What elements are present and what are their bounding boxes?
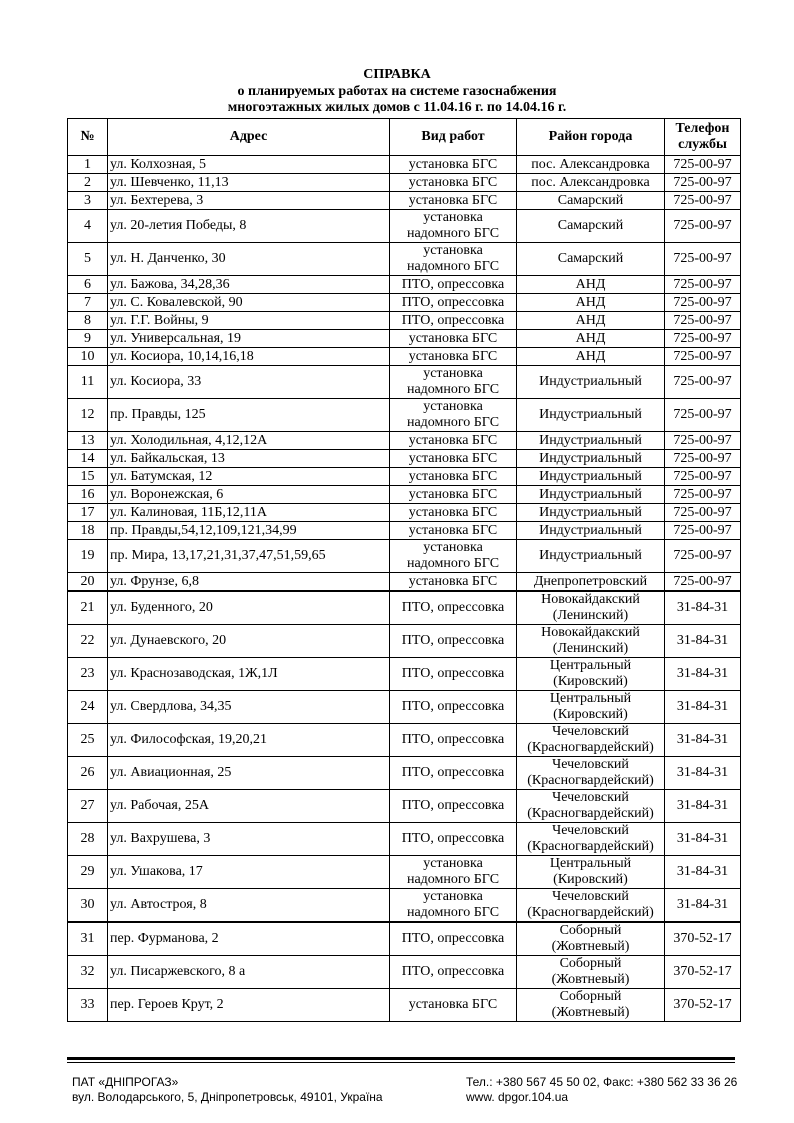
district-cell: АНД <box>517 348 665 366</box>
address-cell: пр. Правды,54,12,109,121,34,99 <box>108 522 390 540</box>
table-row <box>68 192 741 210</box>
table-row <box>68 210 741 243</box>
address-cell: ул. Байкальская, 13 <box>108 450 390 468</box>
work-type-cell: установка БГС <box>390 156 517 174</box>
row-number-cell: 7 <box>68 294 108 312</box>
district-cell: Индустриальный <box>517 504 665 522</box>
phone-cell: 725-00-97 <box>665 573 741 592</box>
row-number-cell: 20 <box>68 573 108 592</box>
phone-cell: 725-00-97 <box>665 156 741 174</box>
district-cell: Самарский <box>517 210 665 243</box>
address-cell: ул. Авиационная, 25 <box>108 757 390 790</box>
row-number-cell: 26 <box>68 757 108 790</box>
work-type-cell: ПТО, опрессовка <box>390 691 517 724</box>
table-row <box>68 989 741 1022</box>
row-number-cell: 25 <box>68 724 108 757</box>
address-cell: ул. Колхозная, 5 <box>108 156 390 174</box>
district-cell: пос. Александровка <box>517 156 665 174</box>
phone-cell: 725-00-97 <box>665 243 741 276</box>
row-number-cell: 9 <box>68 330 108 348</box>
district-cell: АНД <box>517 294 665 312</box>
work-type-cell: установка надомного БГС <box>390 210 517 243</box>
district-cell: АНД <box>517 276 665 294</box>
address-cell: ул. Краснозаводская, 1Ж,1Л <box>108 658 390 691</box>
table-body <box>68 156 741 1022</box>
footer-phones: Тел.: +380 567 45 50 02, Факс: +380 562 33 36 26 <box>466 1075 738 1089</box>
work-type-cell: установка БГС <box>390 468 517 486</box>
district-cell: Новокайдакский (Ленинский) <box>517 591 665 625</box>
district-cell: Соборный (Жовтневый) <box>517 922 665 956</box>
phone-cell: 31-84-31 <box>665 658 741 691</box>
document-subtitle-line1: о планируемых работах на системе газоснабжения <box>237 84 557 99</box>
table-row <box>68 486 741 504</box>
phone-cell: 725-00-97 <box>665 330 741 348</box>
table-row <box>68 468 741 486</box>
address-cell: ул. Рабочая, 25А <box>108 790 390 823</box>
work-type-cell: ПТО, опрессовка <box>390 724 517 757</box>
work-type-cell: установка БГС <box>390 504 517 522</box>
district-cell: АНД <box>517 312 665 330</box>
phone-cell: 725-00-97 <box>665 174 741 192</box>
work-type-cell: установка БГС <box>390 192 517 210</box>
phone-cell: 31-84-31 <box>665 790 741 823</box>
row-number-cell: 8 <box>68 312 108 330</box>
phone-cell: 725-00-97 <box>665 294 741 312</box>
work-type-cell: установка БГС <box>390 330 517 348</box>
phone-cell: 725-00-97 <box>665 504 741 522</box>
table-row <box>68 243 741 276</box>
phone-cell: 31-84-31 <box>665 591 741 625</box>
address-cell: пер. Героев Крут, 2 <box>108 989 390 1022</box>
table-row <box>68 540 741 573</box>
phone-cell: 31-84-31 <box>665 856 741 889</box>
row-number-cell: 33 <box>68 989 108 1022</box>
address-cell: ул. Буденного, 20 <box>108 591 390 625</box>
address-cell: ул. Косиора, 10,14,16,18 <box>108 348 390 366</box>
phone-cell: 725-00-97 <box>665 522 741 540</box>
table-row <box>68 757 741 790</box>
table-row <box>68 156 741 174</box>
work-type-cell: установка БГС <box>390 522 517 540</box>
row-number-cell: 11 <box>68 366 108 399</box>
phone-cell: 725-00-97 <box>665 432 741 450</box>
address-cell: ул. Автостроя, 8 <box>108 889 390 923</box>
phone-cell: 725-00-97 <box>665 192 741 210</box>
row-number-cell: 19 <box>68 540 108 573</box>
phone-cell: 31-84-31 <box>665 625 741 658</box>
table-row <box>68 956 741 989</box>
phone-cell: 725-00-97 <box>665 312 741 330</box>
row-number-cell: 28 <box>68 823 108 856</box>
table-row <box>68 856 741 889</box>
phone-cell: 725-00-97 <box>665 540 741 573</box>
phone-cell: 725-00-97 <box>665 210 741 243</box>
table-row <box>68 691 741 724</box>
table-row <box>68 294 741 312</box>
work-type-cell: ПТО, опрессовка <box>390 956 517 989</box>
phone-cell: 725-00-97 <box>665 486 741 504</box>
district-cell: пос. Александровка <box>517 174 665 192</box>
row-number-cell: 13 <box>68 432 108 450</box>
phone-cell: 725-00-97 <box>665 348 741 366</box>
district-cell: Центральный (Кировский) <box>517 856 665 889</box>
district-cell: АНД <box>517 330 665 348</box>
address-cell: ул. Фрунзе, 6,8 <box>108 573 390 592</box>
phone-cell: 725-00-97 <box>665 276 741 294</box>
work-type-cell: ПТО, опрессовка <box>390 276 517 294</box>
work-type-cell: установка БГС <box>390 450 517 468</box>
address-cell: ул. Воронежская, 6 <box>108 486 390 504</box>
district-cell: Чечеловский (Красногвардейский) <box>517 790 665 823</box>
phone-cell: 725-00-97 <box>665 366 741 399</box>
row-number-cell: 1 <box>68 156 108 174</box>
phone-cell: 370-52-17 <box>665 989 741 1022</box>
address-cell: ул. С. Ковалевской, 90 <box>108 294 390 312</box>
address-cell: ул. Калиновая, 11Б,12,11А <box>108 504 390 522</box>
district-cell: Индустриальный <box>517 366 665 399</box>
phone-cell: 31-84-31 <box>665 724 741 757</box>
address-cell: ул. Бажова, 34,28,36 <box>108 276 390 294</box>
work-type-cell: ПТО, опрессовка <box>390 922 517 956</box>
phone-cell: 31-84-31 <box>665 757 741 790</box>
district-cell: Индустриальный <box>517 468 665 486</box>
row-number-cell: 14 <box>68 450 108 468</box>
table-row <box>68 366 741 399</box>
header-number: № <box>68 119 108 156</box>
header-district: Район города <box>517 119 665 156</box>
address-cell: ул. Вахрушева, 3 <box>108 823 390 856</box>
address-cell: ул. Бехтерева, 3 <box>108 192 390 210</box>
footer-divider-thin <box>67 1062 735 1063</box>
table-row <box>68 790 741 823</box>
row-number-cell: 16 <box>68 486 108 504</box>
header-phone: Телефон службы <box>665 119 741 156</box>
phone-cell: 725-00-97 <box>665 468 741 486</box>
district-cell: Новокайдакский (Ленинский) <box>517 625 665 658</box>
address-cell: ул. Косиора, 33 <box>108 366 390 399</box>
row-number-cell: 30 <box>68 889 108 923</box>
work-type-cell: установка БГС <box>390 573 517 592</box>
district-cell: Индустриальный <box>517 522 665 540</box>
district-cell: Чечеловский (Красногвардейский) <box>517 889 665 923</box>
phone-cell: 31-84-31 <box>665 823 741 856</box>
table-row <box>68 724 741 757</box>
row-number-cell: 22 <box>68 625 108 658</box>
phone-cell: 725-00-97 <box>665 399 741 432</box>
table-row <box>68 591 741 625</box>
document-subtitle-line2: многоэтажных жилых домов с 11.04.16 г. по 14.04.16 г. <box>227 100 567 115</box>
district-cell: Самарский <box>517 192 665 210</box>
table-row <box>68 889 741 923</box>
header-work-type: Вид работ <box>390 119 517 156</box>
address-cell: ул. Холодильная, 4,12,12А <box>108 432 390 450</box>
footer-divider-thick <box>67 1057 735 1060</box>
table-row <box>68 522 741 540</box>
work-type-cell: установка БГС <box>390 989 517 1022</box>
work-type-cell: установка БГС <box>390 174 517 192</box>
table-row <box>68 312 741 330</box>
row-number-cell: 24 <box>68 691 108 724</box>
address-cell: ул. Универсальная, 19 <box>108 330 390 348</box>
row-number-cell: 6 <box>68 276 108 294</box>
table-row <box>68 450 741 468</box>
work-type-cell: ПТО, опрессовка <box>390 658 517 691</box>
district-cell: Соборный (Жовтневый) <box>517 956 665 989</box>
table-row <box>68 658 741 691</box>
row-number-cell: 18 <box>68 522 108 540</box>
district-cell: Днепропетровский <box>517 573 665 592</box>
row-number-cell: 21 <box>68 591 108 625</box>
address-cell: пр. Правды, 125 <box>108 399 390 432</box>
district-cell: Индустриальный <box>517 399 665 432</box>
table-row <box>68 399 741 432</box>
work-type-cell: установка БГС <box>390 432 517 450</box>
row-number-cell: 4 <box>68 210 108 243</box>
district-cell: Соборный (Жовтневый) <box>517 989 665 1022</box>
work-type-cell: установка надомного БГС <box>390 889 517 923</box>
row-number-cell: 23 <box>68 658 108 691</box>
address-cell: пер. Фурманова, 2 <box>108 922 390 956</box>
row-number-cell: 15 <box>68 468 108 486</box>
table-row <box>68 348 741 366</box>
address-cell: ул. Ушакова, 17 <box>108 856 390 889</box>
table-row <box>68 625 741 658</box>
address-cell: ул. Дунаевского, 20 <box>108 625 390 658</box>
phone-cell: 725-00-97 <box>665 450 741 468</box>
work-type-cell: ПТО, опрессовка <box>390 757 517 790</box>
row-number-cell: 29 <box>68 856 108 889</box>
row-number-cell: 3 <box>68 192 108 210</box>
row-number-cell: 5 <box>68 243 108 276</box>
district-cell: Центральный (Кировский) <box>517 691 665 724</box>
table-row <box>68 823 741 856</box>
work-type-cell: ПТО, опрессовка <box>390 591 517 625</box>
document-title: СПРАВКА <box>363 67 431 82</box>
work-type-cell: ПТО, опрессовка <box>390 790 517 823</box>
district-cell: Самарский <box>517 243 665 276</box>
work-type-cell: ПТО, опрессовка <box>390 625 517 658</box>
row-number-cell: 12 <box>68 399 108 432</box>
address-cell: пр. Мира, 13,17,21,31,37,47,51,59,65 <box>108 540 390 573</box>
address-cell: ул. Философская, 19,20,21 <box>108 724 390 757</box>
footer-website[interactable]: www. dpgor.104.ua <box>466 1090 569 1104</box>
work-type-cell: установка надомного БГС <box>390 243 517 276</box>
row-number-cell: 31 <box>68 922 108 956</box>
table-header-row <box>68 119 741 156</box>
district-cell: Индустриальный <box>517 486 665 504</box>
row-number-cell: 10 <box>68 348 108 366</box>
district-cell: Индустриальный <box>517 432 665 450</box>
phone-cell: 31-84-31 <box>665 691 741 724</box>
table-row <box>68 922 741 956</box>
address-cell: ул. Батумская, 12 <box>108 468 390 486</box>
address-cell: ул. Свердлова, 34,35 <box>108 691 390 724</box>
district-cell: Чечеловский (Красногвардейский) <box>517 823 665 856</box>
table-row <box>68 276 741 294</box>
table-row <box>68 432 741 450</box>
district-cell: Индустриальный <box>517 540 665 573</box>
phone-cell: 31-84-31 <box>665 889 741 923</box>
work-type-cell: установка БГС <box>390 348 517 366</box>
work-type-cell: установка надомного БГС <box>390 540 517 573</box>
phone-cell: 370-52-17 <box>665 922 741 956</box>
address-cell: ул. Г.Г. Войны, 9 <box>108 312 390 330</box>
district-cell: Индустриальный <box>517 450 665 468</box>
footer-address: вул. Володарського, 5, Дніпропетровськ, 49101, Україна <box>72 1090 383 1104</box>
address-cell: ул. Шевченко, 11,13 <box>108 174 390 192</box>
table-row <box>68 174 741 192</box>
table-row <box>68 504 741 522</box>
district-cell: Чечеловский (Красногвардейский) <box>517 724 665 757</box>
row-number-cell: 27 <box>68 790 108 823</box>
phone-cell: 370-52-17 <box>665 956 741 989</box>
work-type-cell: установка надомного БГС <box>390 366 517 399</box>
district-cell: Центральный (Кировский) <box>517 658 665 691</box>
table-row <box>68 330 741 348</box>
work-type-cell: установка надомного БГС <box>390 856 517 889</box>
header-address: Адрес <box>108 119 390 156</box>
work-type-cell: ПТО, опрессовка <box>390 294 517 312</box>
row-number-cell: 32 <box>68 956 108 989</box>
work-type-cell: установка БГС <box>390 486 517 504</box>
work-type-cell: ПТО, опрессовка <box>390 823 517 856</box>
footer-company: ПАТ «ДНІПРОГАЗ» <box>72 1075 179 1089</box>
district-cell: Чечеловский (Красногвардейский) <box>517 757 665 790</box>
address-cell: ул. Писаржевского, 8 а <box>108 956 390 989</box>
address-cell: ул. 20-летия Победы, 8 <box>108 210 390 243</box>
row-number-cell: 17 <box>68 504 108 522</box>
table-row <box>68 573 741 592</box>
work-type-cell: ПТО, опрессовка <box>390 312 517 330</box>
address-cell: ул. Н. Данченко, 30 <box>108 243 390 276</box>
works-table <box>67 118 741 1022</box>
row-number-cell: 2 <box>68 174 108 192</box>
work-type-cell: установка надомного БГС <box>390 399 517 432</box>
